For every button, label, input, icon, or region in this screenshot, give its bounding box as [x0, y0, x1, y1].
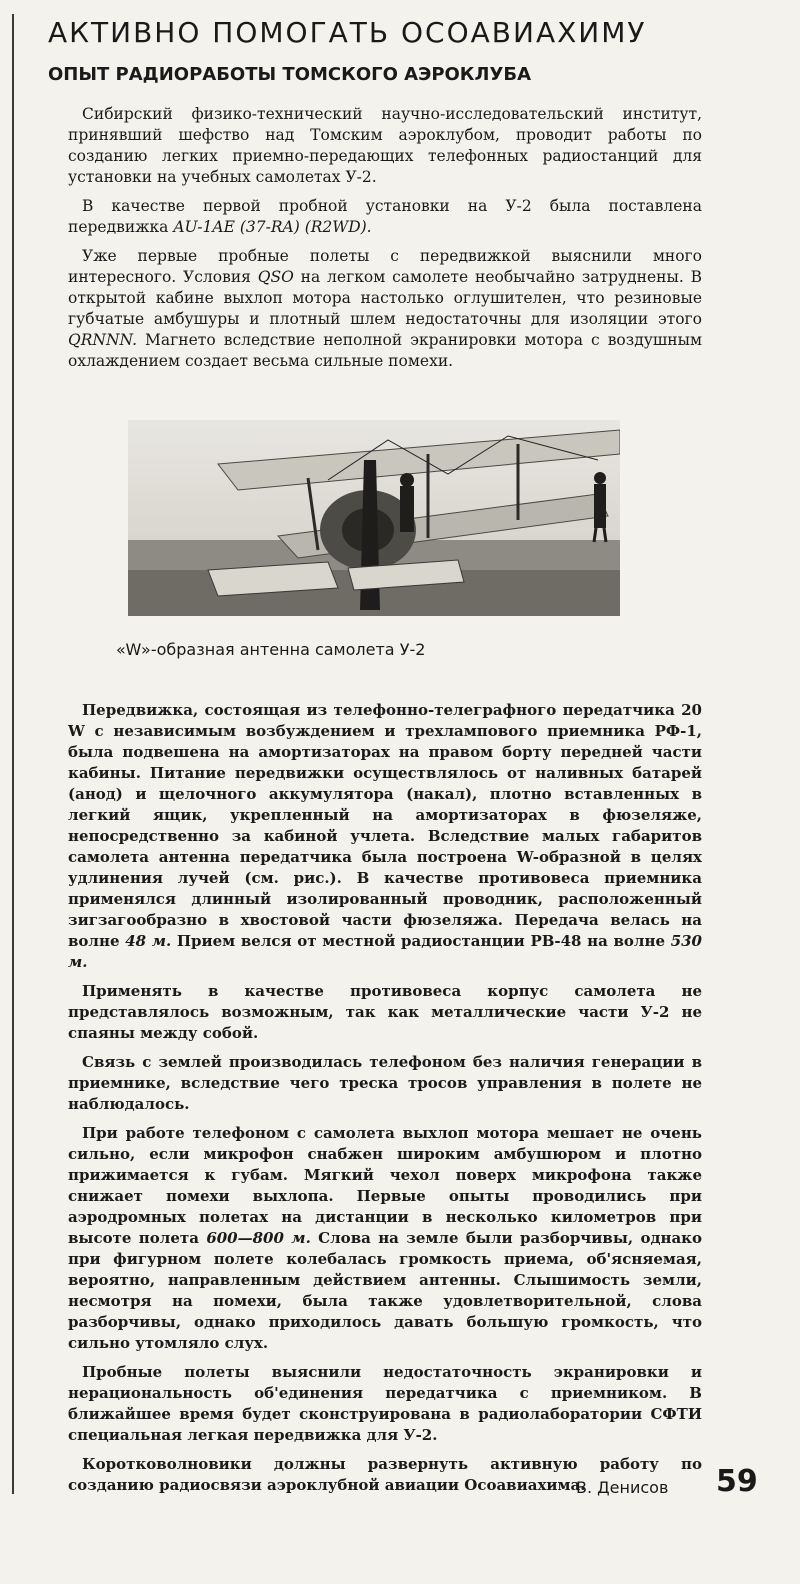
- transmit-wavelength: 48 м.: [125, 932, 172, 950]
- flight-altitude: 600—800 м.: [206, 1229, 311, 1247]
- qso-term: QSO: [257, 268, 294, 286]
- receive-wavelength: 530 м.: [68, 932, 702, 971]
- body-paragraph-5: Пробные полеты выяснили недостаточность экранировки и нерациональность об'единения передатчика с приемником. В ближайшее время будет сконструирована в радиолаборатории СФТИ специальная легкая передвижка для У-2.: [68, 1363, 702, 1444]
- intro-paragraph-1: Сибирский физико-технический научно-исследовательский институт, принявший шефство над Томским аэроклубом, проводит работы по созданию легких приемно-передающих телефонных радиостанций для установки на учебных самолетах У-2.: [68, 105, 702, 186]
- intro-paragraph-3: Уже первые пробные полеты с передвижкой выяснили много интересного. Условия QSO на легком самолете необычайно затруднены. В открытой кабине выхлоп мотора настолько оглушителен, что резиновые губчатые амбушуры и плотный шлем недостаточны для изоляции этого QRNNN. Магнето вследствие неполной экранировки мотора с воздушным охлаждением создает весьма сильные помехи.: [68, 247, 702, 370]
- transmitter-callsign: AU-1AE (37-RA) (R2WD).: [173, 218, 372, 236]
- body-paragraph-6: Коротковолновики должны развернуть активную работу по созданию радиосвязи аэроклубной авиации Осоавиахима.: [68, 1455, 702, 1494]
- intro-text: [68, 104, 702, 380]
- biplane-illustration: [128, 420, 620, 616]
- body-paragraph-4: При работе телефоном с самолета выхлоп мотора мешает не очень сильно, если микрофон снабжен широким амбушюром и плотно прижимается к губам. Мягкий чехол поверх микрофона также снижает помехи выхлопа. Первые опыты проводились при аэродромных полетах на дистанции в несколько километров при высоте полета 600—800 м. Слова на земле были разборчивы, однако при фигурном полете колебалась громкость приема, об'ясняемая, вероятно, направленным действием антенны. Слышимость земли, несмотря на помехи, была также удовлетворительной, слова разборчивы, однако приходилось давать большую громкость, что сильно утомляло слух.: [68, 1124, 703, 1352]
- body-paragraph-1: Передвижка, состоящая из телефонно-телеграфного передатчика 20 W с независимым возбуждением и трехлампового приемника РФ-1, была подвешена на амортизаторах на правом борту передней части кабины. Питание передвижки осуществлялось от наливных батарей (анод) и щелочного аккумулятора (накал), плотно вставленных в легкий ящик, укрепленный на амортизаторах в фюзеляже, непосредственно за кабиной учлета. Вследствие малых габаритов самолета антенна передатчика была построена W-образной в целях удлинения лучей (см. рис.). В качестве противовеса приемника применялся длинный изолированный проводник, расположенный зигзагообразно в хвостовой части фюзеляжа. Передача велась на волне 48 м. Прием велся от местной радиостанции РВ-48 на волне 530 м.: [68, 701, 702, 971]
- article-headline: АКТИВНО ПОМОГАТЬ ОСОАВИАХИМУ: [48, 16, 647, 49]
- intro-paragraph-2: В качестве первой пробной установки на У-2 была поставлена передвижка AU-1AE (37-RA) (R2WD).: [68, 197, 702, 236]
- page-edge-rule: [12, 14, 14, 1494]
- body-paragraph-2: Применять в качестве противовеса корпус самолета не представлялось возможным, так как металлические части У-2 не спаяны между собой.: [68, 982, 702, 1042]
- qrn-term: QRNNN.: [68, 331, 138, 349]
- main-text: [68, 700, 702, 1504]
- body-paragraph-3: Связь с землей производилась телефоном без наличия генерации в приемнике, вследствие чего треска тросов управления в полете не наблюдалось.: [68, 1053, 702, 1113]
- biplane-photo: [128, 420, 620, 616]
- author-signature: В. Денисов: [576, 1478, 669, 1497]
- photo-caption: «W»-образная антенна самолета У-2: [116, 640, 426, 659]
- article-subheadline: ОПЫТ РАДИОРАБОТЫ ТОМСКОГО АЭРОКЛУБА: [48, 64, 532, 85]
- page-number: 59: [716, 1464, 758, 1499]
